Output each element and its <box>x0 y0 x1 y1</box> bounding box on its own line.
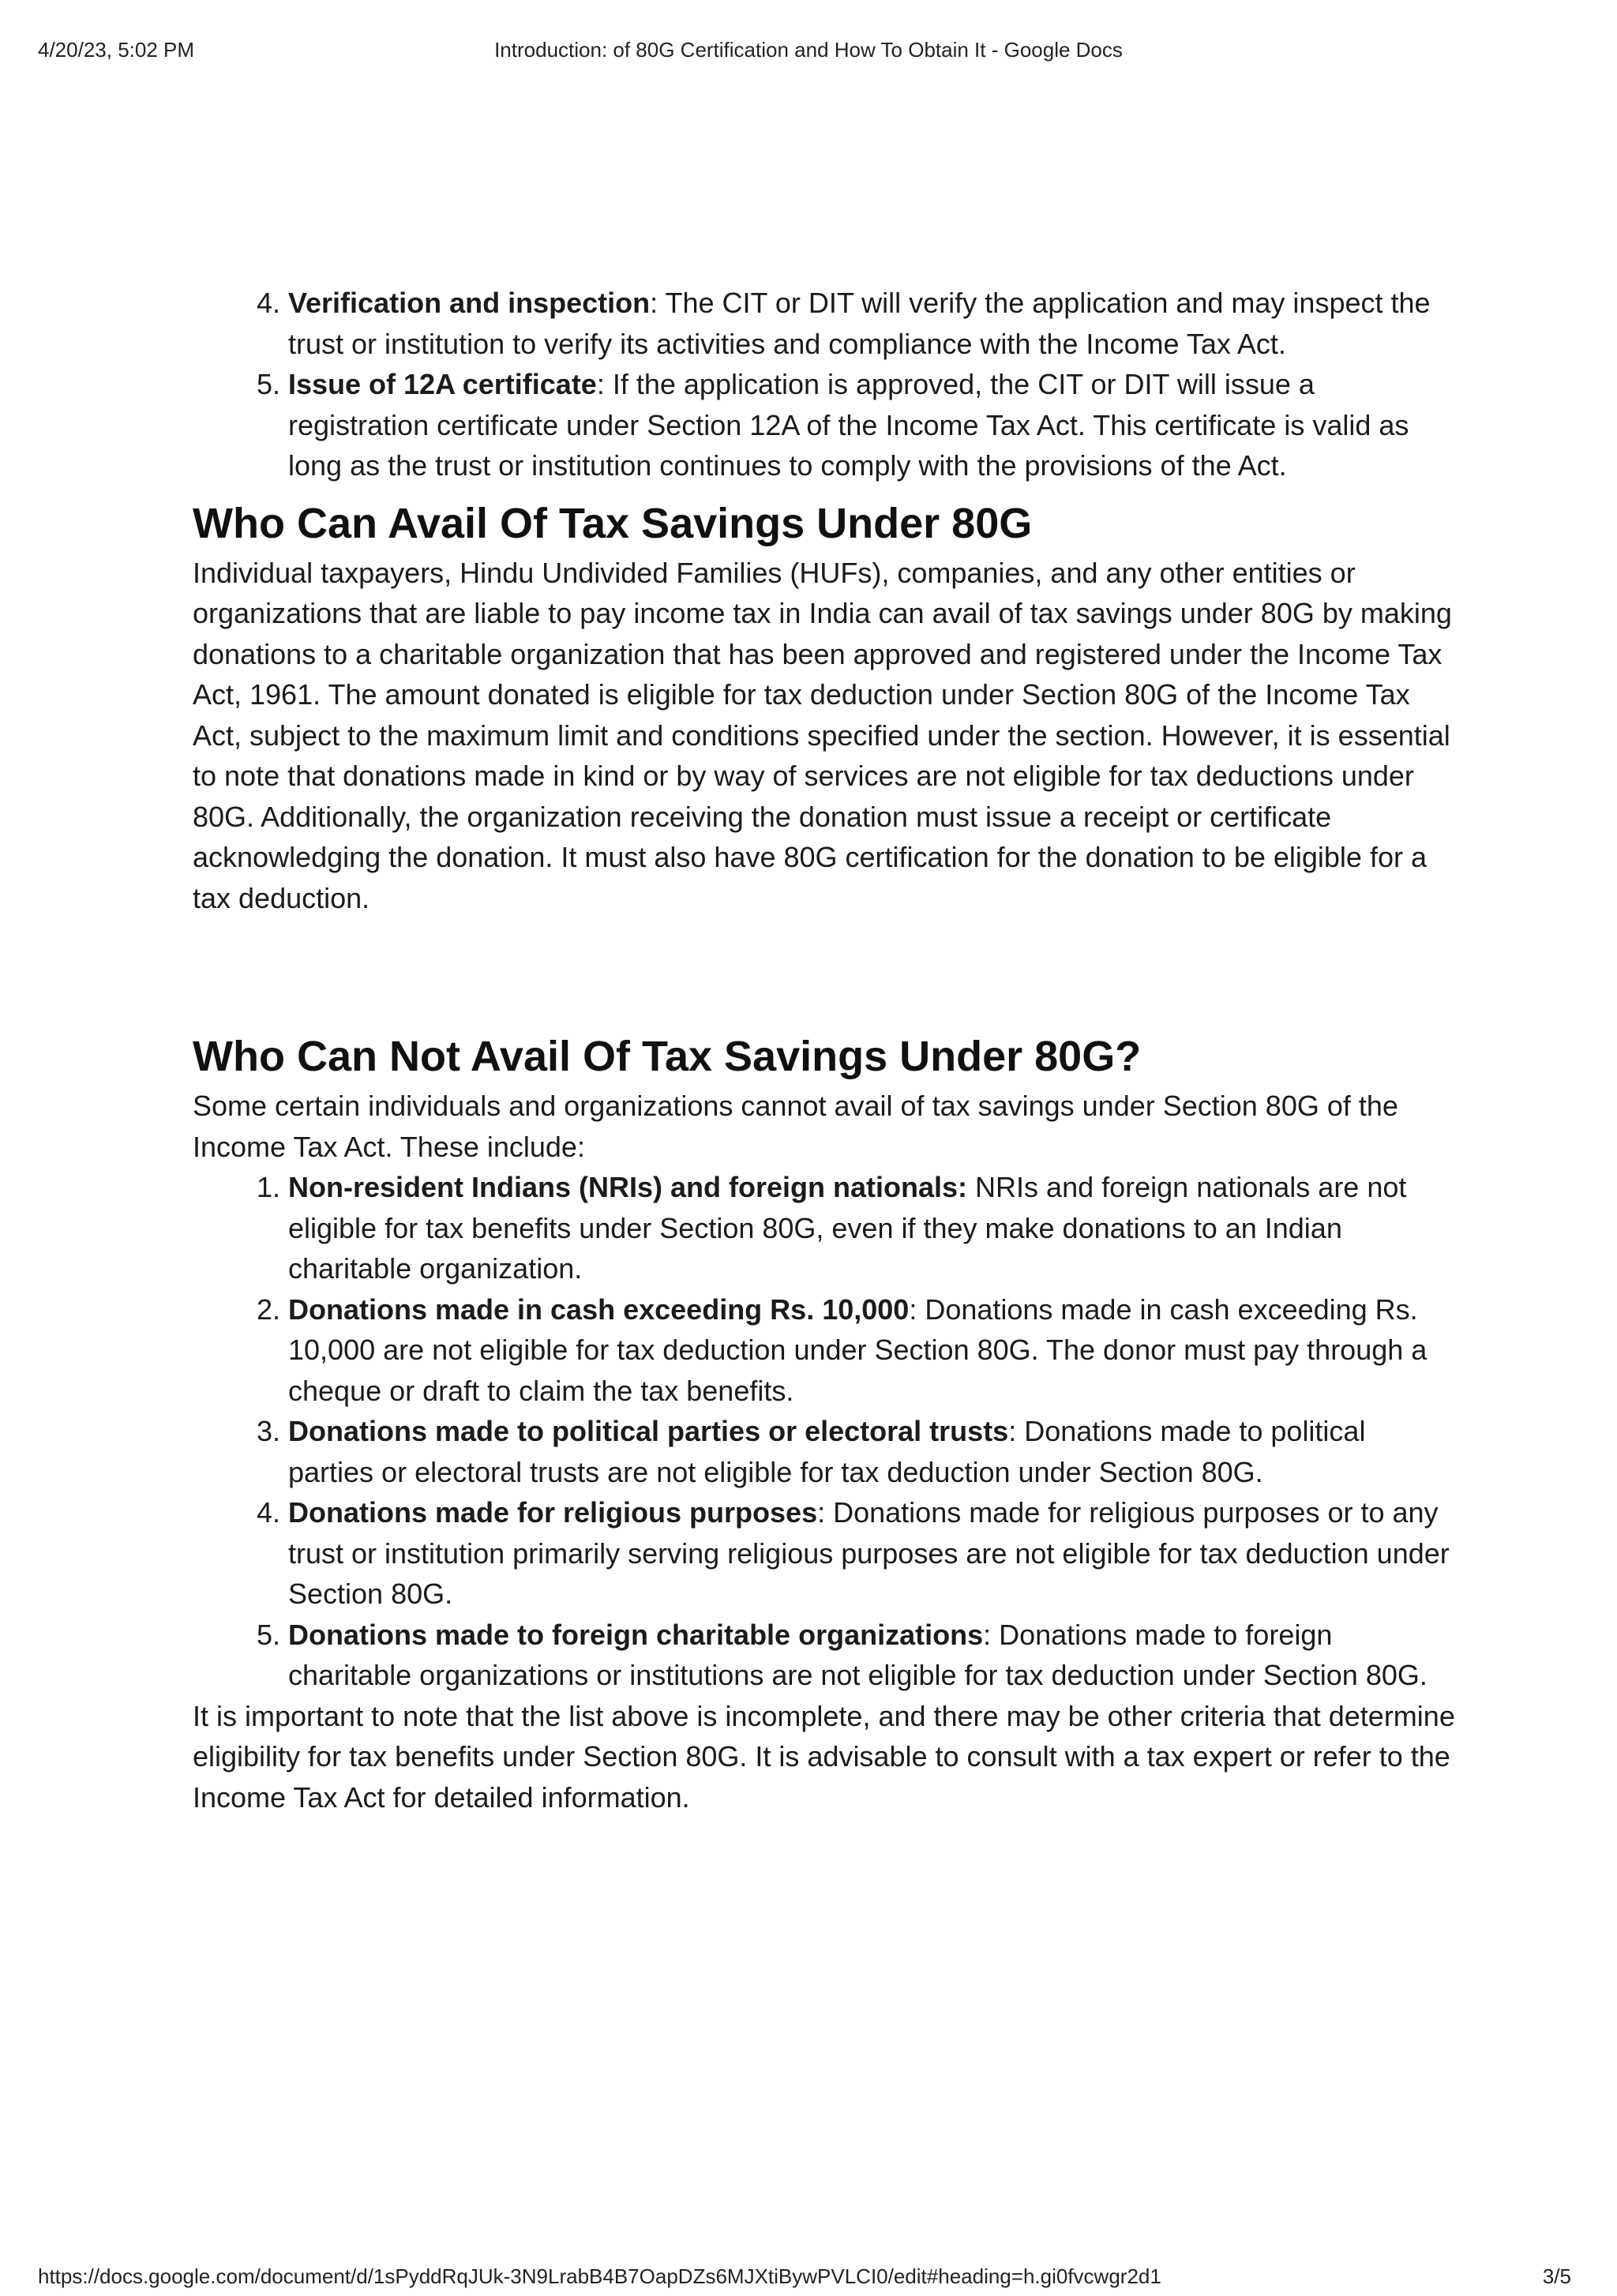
list-item-term: Issue of 12A certificate <box>288 368 597 400</box>
heading-who-can-avail[interactable]: Who Can Avail Of Tax Savings Under 80G <box>193 499 1033 547</box>
list-item <box>288 1289 1456 1412</box>
list-item <box>288 1167 1456 1289</box>
closing-paragraph: It is important to note that the list above is incomplete, and there may be other criteria that determine eligibility for tax benefits under Section 80G. It is advisable to consult with a tax expert or refer to the Income Tax Act for detailed information. <box>193 1699 1455 1814</box>
list-item <box>288 1615 1456 1696</box>
page-number: 3/5 <box>1542 2264 1571 2288</box>
intro-who-can-not-avail: Some certain individuals and organizations cannot avail of tax savings under Section 80G of the Income Tax Act. These include: <box>193 1090 1398 1163</box>
list-item-text: : Donations made for religious purposes or to any trust or institution primarily serving religious purposes are not eligible for tax deduction under Section 80G. <box>288 1496 1450 1610</box>
document-title: Introduction: of 80G Certification and How To Obtain It - Google Docs <box>494 38 1123 62</box>
list-item-term: Donations made in cash exceeding Rs. 10,000 <box>288 1292 910 1326</box>
list-item <box>288 364 1456 486</box>
application-steps-list <box>193 283 1456 486</box>
list-item-term: Verification and inspection <box>288 287 651 319</box>
list-item-term: Donations made for religious purposes <box>288 1496 818 1529</box>
list-item-text: : The CIT or DIT will verify the application and may inspect the trust or institution to verify its activities and compliance with the Income Tax Act. <box>288 287 1431 360</box>
document-body <box>193 283 1456 1818</box>
list-item <box>288 1411 1456 1492</box>
heading-who-can-not-avail[interactable]: Who Can Not Avail Of Tax Savings Under 80G? <box>193 1033 1142 1080</box>
list-item-term: Donations made to political parties or electoral trusts <box>288 1415 1009 1447</box>
spacer <box>193 918 1456 1029</box>
print-datetime: 4/20/23, 5:02 PM <box>38 38 195 62</box>
list-item <box>288 1492 1456 1615</box>
list-item-text: NRIs and foreign nationals are not eligible for tax benefits under Section 80G, even if they make donations to an Indian charitable organization. <box>288 1171 1407 1285</box>
print-footer <box>0 2264 1617 2296</box>
list-item <box>288 283 1456 364</box>
list-item-term: Donations made to foreign charitable organizations <box>288 1618 984 1651</box>
list-item-text: : If the application is approved, the CIT or DIT will issue a registration certificate under Section 12A of the Income Tax Act. This certificate is valid as long as the trust or institution continues to comply with the provisions of the Act. <box>288 368 1409 482</box>
list-item-term: Non-resident Indians (NRIs) and foreign nationals: <box>288 1171 968 1203</box>
list-item-text: : Donations made to foreign charitable organizations or institutions are not eligible for tax deduction under Section 80G. <box>288 1618 1428 1691</box>
list-item-text: : Donations made in cash exceeding Rs. 10,000 are not eligible for tax deduction under Section 80G. The donor must pay through a cheque or draft to claim the tax benefits. <box>288 1292 1428 1407</box>
ineligible-list <box>193 1167 1456 1696</box>
paragraph-who-can-avail: Individual taxpayers, Hindu Undivided Families (HUFs), companies, and any other entities or organizations that are liable to pay income tax in India can avail of tax savings under 80G by making donations to a charitable organization that has been approved and registered under the Income Tax Act, 1961. The amount donated is eligible for tax deduction under Section 80G of the Income Tax Act, subject to the maximum limit and conditions specified under the section. However, it is essential to note that donations made in kind or by way of services are not eligible for tax deductions under 80G. Additionally, the organization receiving the donation must issue a receipt or certificate acknowledging the donation. It must also have 80G certification for the donation to be eligible for a tax deduction. <box>193 556 1452 914</box>
document-url[interactable]: https://docs.google.com/document/d/1sPyddRqJUk-3N9LrabB4B7OapDZs6MJXtiBywPVLCI0/edit#heading=h.gi0fvcwgr2d1 <box>38 2264 1161 2288</box>
list-item-text: : Donations made to political parties or electoral trusts are not eligible for tax deduction under Section 80G. <box>288 1415 1366 1488</box>
print-header <box>0 38 1617 85</box>
